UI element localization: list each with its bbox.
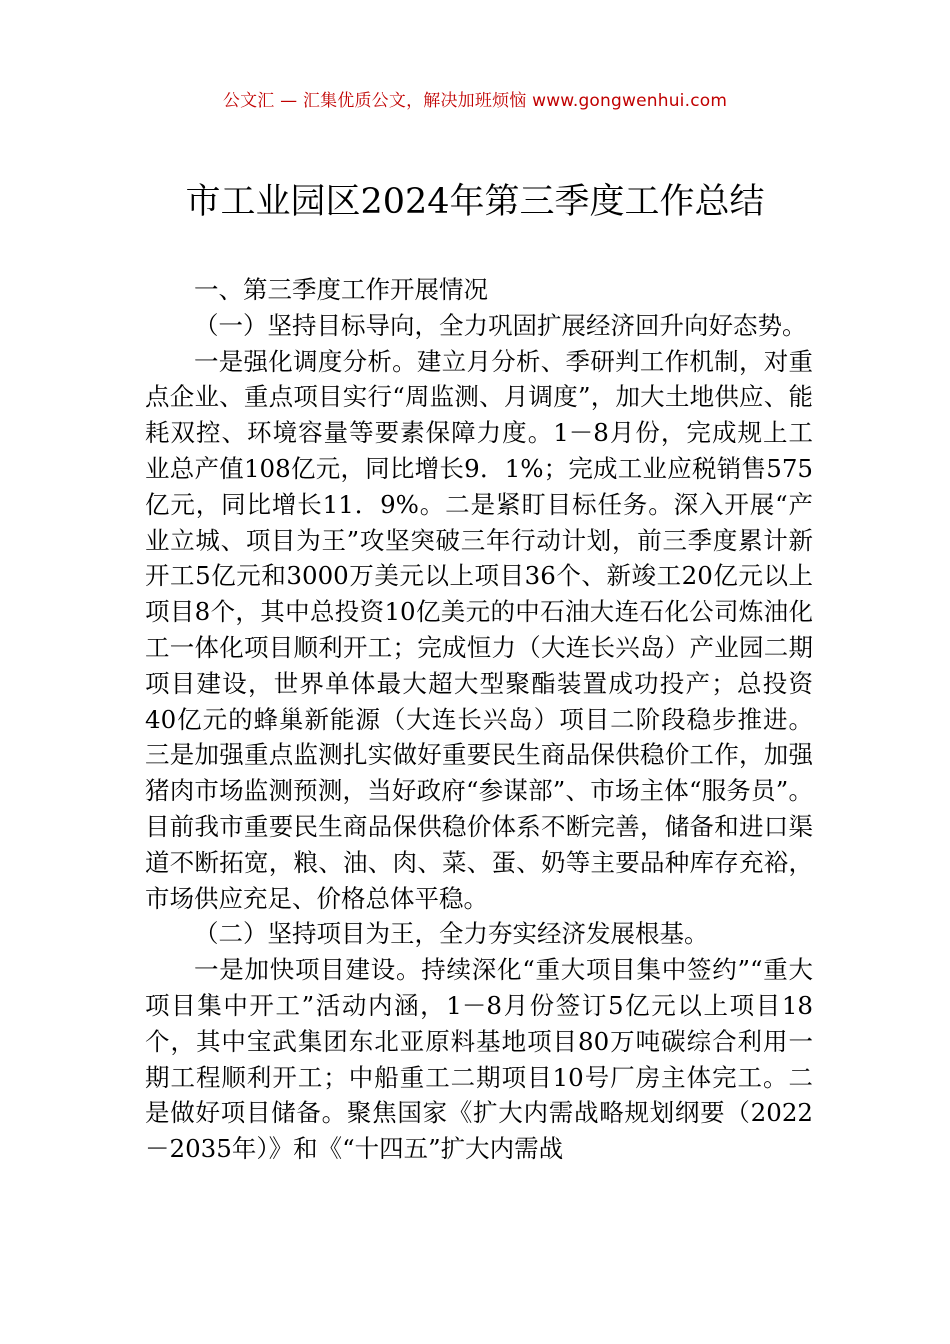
subsection-heading: （一）坚持目标导向，全力巩固扩展经济回升向好态势。 xyxy=(194,310,807,340)
header-banner: 公文汇 — 汇集优质公文，解决加班烦恼 www.gongwenhui.com xyxy=(222,91,728,111)
body-paragraph: 一是加快项目建设。持续深化“重大项目集中签约”“重大项目集中开工”活动内涵，1－8月份签订5亿元以上项目18个，其中宝武集团东北亚原料基地项目80万吨碳综合利用一期工程顺利开工；中船重工二期项目10号厂房主体完工。二是做好项目储备。聚焦国家《扩大内需战略规划纲要（2022－2035年）》和《“十四五”扩大内需战 xyxy=(145,955,813,1164)
document-title: 市工业园区2024年第三季度工作总结 xyxy=(185,182,765,222)
document-body xyxy=(145,272,813,1167)
subsection-heading: （二）坚持项目为王，全力夯实经济发展根基。 xyxy=(194,919,709,949)
section-heading: 一、第三季度工作开展情况 xyxy=(194,275,488,304)
body-paragraph: 一是强化调度分析。建立月分析、季研判工作机制，对重点企业、重点项目实行“周监测、月调度”，加大土地供应、能耗双控、环境容量等要素保障力度。1－8月份，完成规上工业总产值108亿元，同比增长9．1%；完成工业应税销售575亿元，同比增长11．9%。二是紧盯目标任务。深入开展“产业立城、项目为王”攻坚突破三年行动计划，前三季度累计新开工5亿元和3000万美元以上项目36个、新竣工20亿元以上项目8个，其中总投资10亿美元的中石油大连石化公司炼油化工一体化项目顺利开工；完成恒力（大连长兴岛）产业园二期项目建设，世界单体最大超大型聚酯装置成功投产；总投资40亿元的蜂巢新能源（大连长兴岛）项目二阶段稳步推进。三是加强重点监测扎实做好重要民生商品保供稳价工作，加强猪肉市场监测预测，当好政府“参谋部”、市场主体“服务员”。目前我市重要民生商品保供稳价体系不断完善，储备和进口渠道不断拓宽，粮、油、肉、菜、蛋、奶等主要品种库存充裕，市场供应充足、价格总体平稳。 xyxy=(145,346,813,913)
